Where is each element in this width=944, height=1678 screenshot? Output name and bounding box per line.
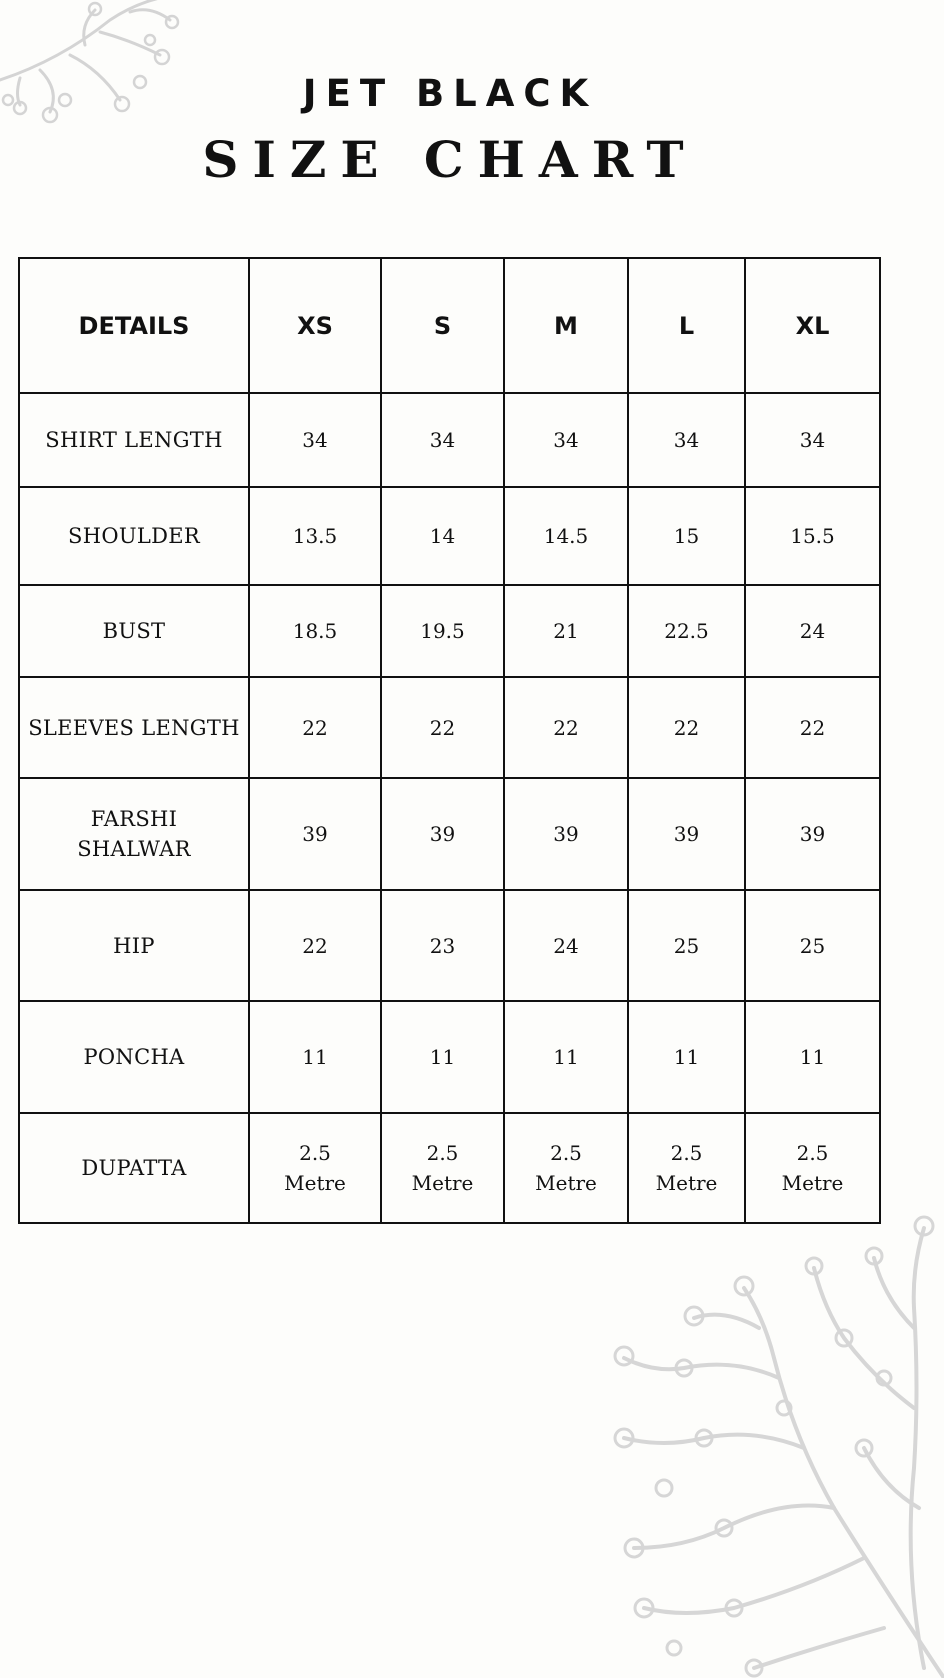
table-cell: 34	[628, 393, 745, 487]
table-cell: 22	[249, 677, 381, 778]
row-label: FARSHI SHALWAR	[19, 778, 249, 890]
table-cell: 34	[381, 393, 504, 487]
table-row	[19, 585, 880, 677]
size-chart-table	[18, 257, 881, 1224]
row-label: BUST	[19, 585, 249, 677]
table-cell: 15	[628, 487, 745, 585]
table-cell: 11	[628, 1001, 745, 1113]
table-cell: 22	[381, 677, 504, 778]
column-header-xl: XL	[745, 258, 880, 393]
table-cell: 2.5 Metre	[745, 1113, 880, 1223]
row-label: HIP	[19, 890, 249, 1001]
row-label: PONCHA	[19, 1001, 249, 1113]
table-cell: 24	[745, 585, 880, 677]
table-row	[19, 1113, 880, 1223]
table-cell: 2.5 Metre	[504, 1113, 628, 1223]
table-cell: 39	[628, 778, 745, 890]
table-cell: 23	[381, 890, 504, 1001]
table-cell: 2.5 Metre	[381, 1113, 504, 1223]
table-cell: 14.5	[504, 487, 628, 585]
table-cell: 11	[249, 1001, 381, 1113]
table-row	[19, 890, 880, 1001]
column-header-xs: XS	[249, 258, 381, 393]
table-cell: 2.5 Metre	[628, 1113, 745, 1223]
table-header-row	[19, 258, 880, 393]
table-cell: 11	[504, 1001, 628, 1113]
table-cell: 13.5	[249, 487, 381, 585]
table-cell: 15.5	[745, 487, 880, 585]
row-label: DUPATTA	[19, 1113, 249, 1223]
table-cell: 25	[745, 890, 880, 1001]
table-cell: 22	[628, 677, 745, 778]
table-cell: 14	[381, 487, 504, 585]
table-cell: 22	[745, 677, 880, 778]
table-cell: 2.5 Metre	[249, 1113, 381, 1223]
table-cell: 24	[504, 890, 628, 1001]
table-row	[19, 778, 880, 890]
table-cell: 11	[381, 1001, 504, 1113]
page-title: SIZE CHART	[202, 130, 698, 189]
floral-branch-bottom-icon	[584, 1208, 944, 1678]
table-cell: 34	[745, 393, 880, 487]
table-cell: 39	[745, 778, 880, 890]
table-row	[19, 393, 880, 487]
row-label: SHIRT LENGTH	[19, 393, 249, 487]
table-cell: 19.5	[381, 585, 504, 677]
table-cell: 25	[628, 890, 745, 1001]
table-cell: 21	[504, 585, 628, 677]
table-row	[19, 1001, 880, 1113]
table-cell: 22	[504, 677, 628, 778]
table-cell: 39	[249, 778, 381, 890]
column-header-l: L	[628, 258, 745, 393]
table-cell: 34	[249, 393, 381, 487]
column-header-details: DETAILS	[19, 258, 249, 393]
column-header-m: M	[504, 258, 628, 393]
table-cell: 39	[504, 778, 628, 890]
row-label: SHOULDER	[19, 487, 249, 585]
table-row	[19, 487, 880, 585]
table-cell: 22.5	[628, 585, 745, 677]
table-cell: 34	[504, 393, 628, 487]
table-cell: 18.5	[249, 585, 381, 677]
column-header-s: S	[381, 258, 504, 393]
table-cell: 11	[745, 1001, 880, 1113]
table-cell: 39	[381, 778, 504, 890]
table-cell: 22	[249, 890, 381, 1001]
row-label: SLEEVES LENGTH	[19, 677, 249, 778]
brand-name: JET BLACK	[302, 72, 598, 115]
table-row	[19, 677, 880, 778]
